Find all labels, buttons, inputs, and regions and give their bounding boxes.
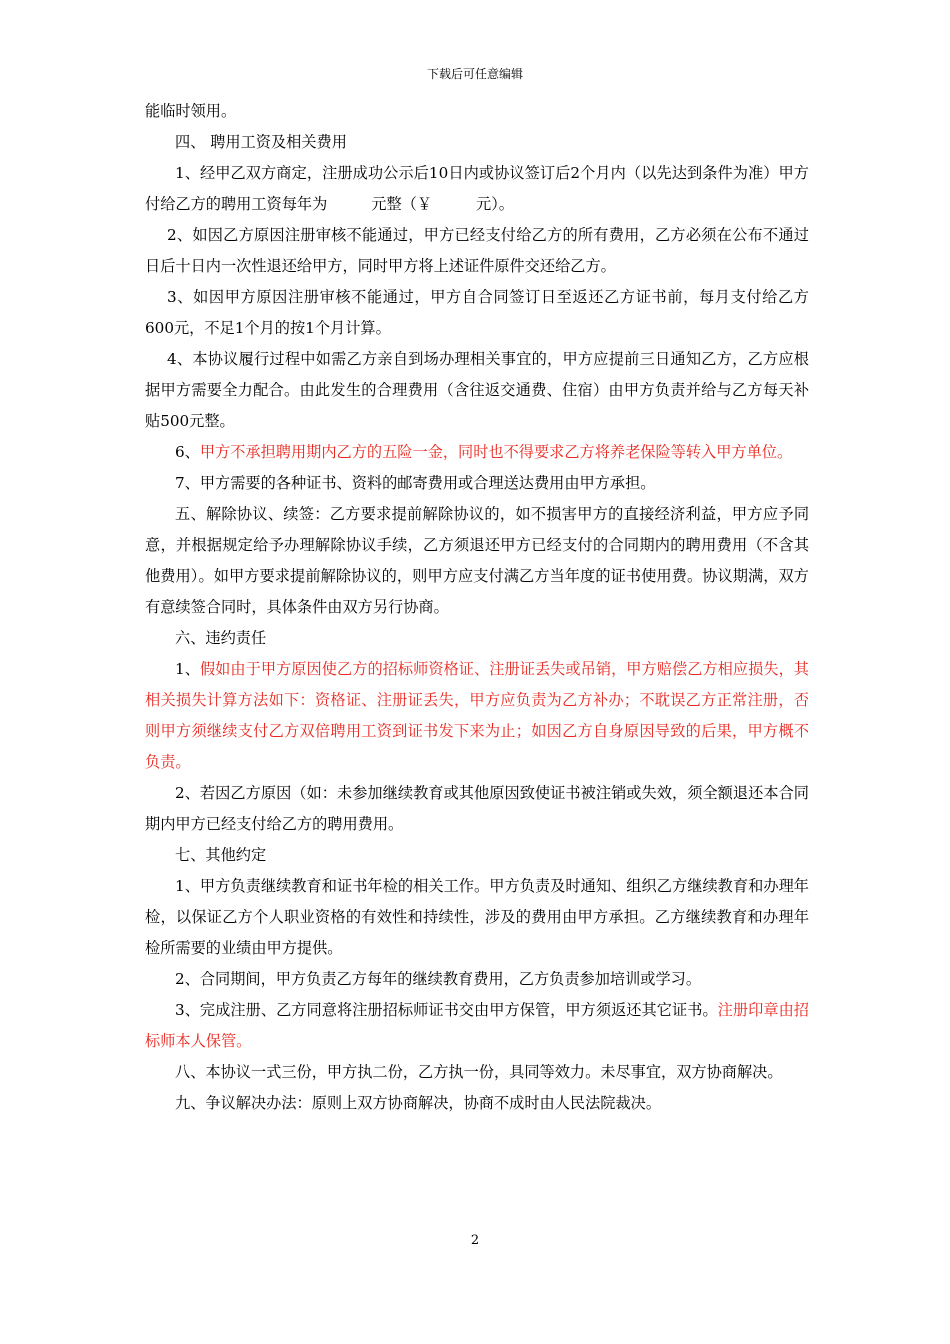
highlighted-text: 假如由于甲方原因使乙方的招标师资格证、注册证丢失或吊销，甲方赔偿乙方相应损失，其相关损失计算方法如下：资格证、注册证丢失，甲方应负责为乙方补办；不耽误乙方正常注册，否则甲方须继续支付乙方双倍聘用工资到证书发下来为止；如因乙方自身原因导致的后果，甲方概不负责。 [145,660,809,771]
section-8: 八、本协议一式三份，甲方执二份，乙方执一份，具同等效力。未尽事宜，双方协商解决。 [175,1063,783,1081]
page-number: 2 [470,1233,480,1248]
section-heading-6: 六、违约责任 [175,629,267,647]
clause-4-6: 6、甲方不承担聘用期内乙方的五险一金，同时也不得要求乙方将养老保险等转入甲方单位。 [175,443,793,461]
clause-4-2: 2、如因乙方原因注册审核不能通过，甲方已经支付给乙方的所有费用，乙方必须在公布不通过日后十日内一次性退还给甲方，同时甲方将上述证件原件交还给乙方。 [145,226,809,275]
highlighted-text: 甲方不承担聘用期内乙方的五险一金，同时也不得要求乙方将养老保险等转入甲方单位。 [199,443,793,461]
highlighted-text: 注册印章由招标师本人保管。 [145,1001,809,1050]
clause-4-4: 4、本协议履行过程中如需乙方亲自到场办理相关事宜的，甲方应提前三日通知乙方，乙方应根据甲方需要全力配合。由此发生的合理费用（含往返交通费、住宿）由甲方负责并给与乙方每天补贴500元整。 [145,350,809,430]
clause-6-1: 1、假如由于甲方原因使乙方的招标师资格证、注册证丢失或吊销，甲方赔偿乙方相应损失，其相关损失计算方法如下：资格证、注册证丢失，甲方应负责为乙方补办；不耽误乙方正常注册，否则甲方须继续支付乙方双倍聘用工资到证书发下来为止；如因乙方自身原因导致的后果，甲方概不负责。 [145,660,809,771]
clause-6-2: 2、若因乙方原因（如：未参加继续教育或其他原因致使证书被注销或失效，须全额退还本合同期内甲方已经支付给乙方的聘用费用。 [145,784,809,833]
clause-4-1: 1、经甲乙双方商定，注册成功公示后10日内或协议签订后2个月内（以先达到条件为准）甲方付给乙方的聘用工资每年为 元整（￥ 元）。 [145,164,809,213]
section-5: 五、解除协议、续签：乙方要求提前解除协议的，如不损害甲方的直接经济利益，甲方应予同意，并根据规定给予办理解除协议手续，乙方须退还甲方已经支付的合同期内的聘用费用（不含其他费用）。如甲方要求提前解除协议的，则甲方应支付满乙方当年度的证书使用费。协议期满，双方有意续签合同时，具体条件由双方另行协商。 [145,505,809,616]
page-header-note: 下载后可任意编辑 [426,67,523,81]
clause-7-1: 1、甲方负责继续教育和证书年检的相关工作。甲方负责及时通知、组织乙方继续教育和办理年检，以保证乙方个人职业资格的有效性和持续性，涉及的费用由甲方承担。乙方继续教育和办理年检所需要的业绩由甲方提供。 [145,877,809,957]
clause-4-7: 7、甲方需要的各种证书、资料的邮寄费用或合理送达费用由甲方承担。 [175,474,656,492]
paragraph-continuation: 能临时领用。 [145,102,237,120]
clause-4-3: 3、如因甲方原因注册审核不能通过，甲方自合同签订日至返还乙方证书前，每月支付给乙方600元，不足1个月的按1个月计算。 [145,288,809,337]
clause-7-2: 2、合同期间，甲方负责乙方每年的继续教育费用，乙方负责参加培训或学习。 [175,970,702,988]
section-9: 九、争议解决办法：原则上双方协商解决，协商不成时由人民法院裁决。 [175,1094,661,1112]
section-heading-4: 四、 聘用工资及相关费用 [175,133,347,151]
document-body [145,96,809,1119]
section-heading-7: 七、其他约定 [175,846,267,864]
clause-7-3: 3、完成注册、乙方同意将注册招标师证书交由甲方保管，甲方须返还其它证书。注册印章由招标师本人保管。 [145,1001,809,1050]
